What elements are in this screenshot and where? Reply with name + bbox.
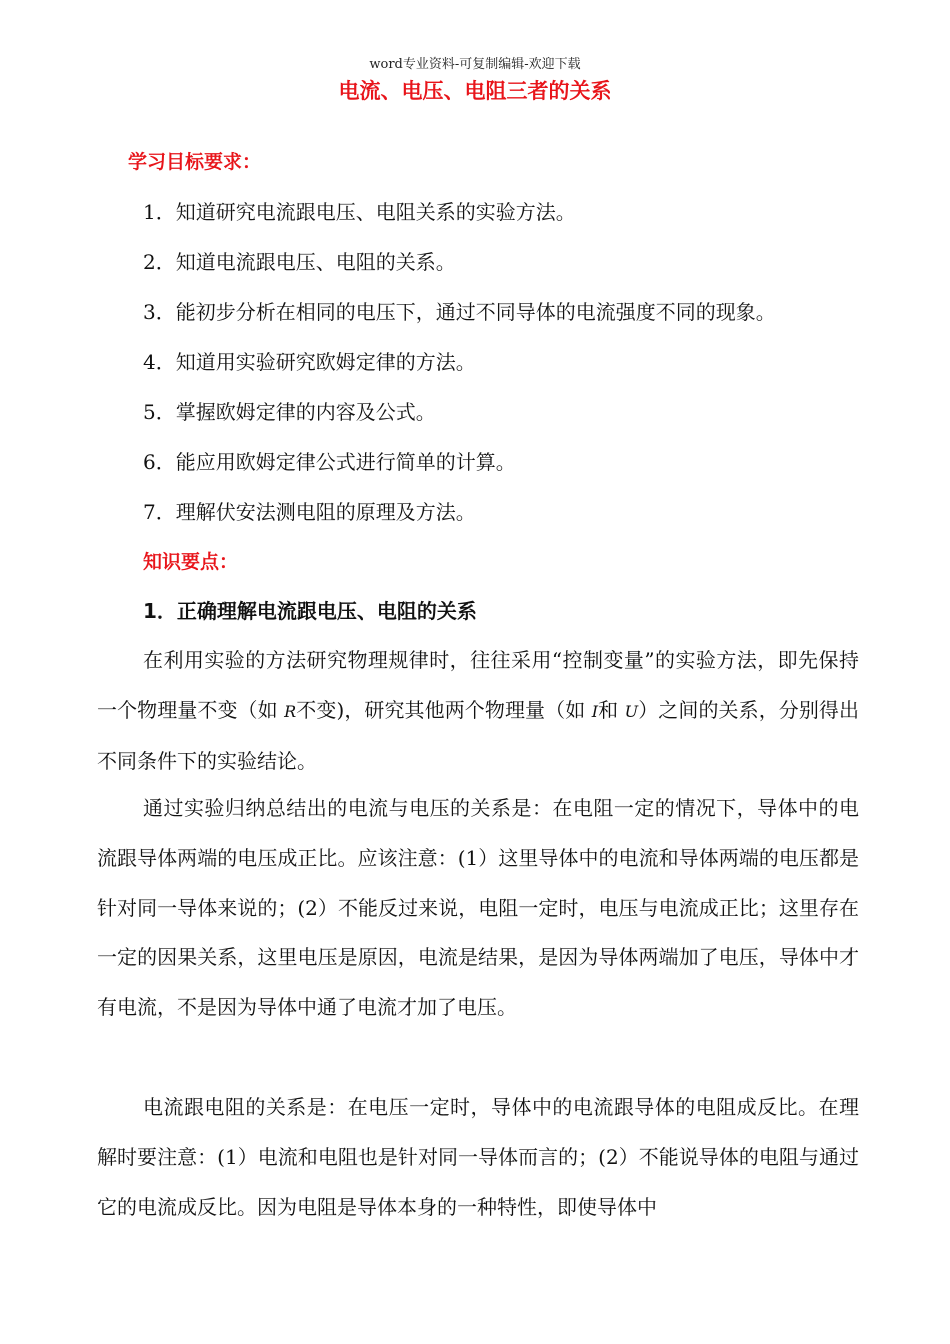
goal-item-4: 4．知道用实验研究欧姆定律的方法。 <box>143 350 476 374</box>
goal-item-2: 2．知道电流跟电压、电阻的关系。 <box>143 250 456 274</box>
variable-r: R <box>284 701 297 721</box>
paragraph-control-variable <box>97 636 859 786</box>
variable-i: I <box>591 701 599 721</box>
document-title: 电流、电压、电阻三者的关系 <box>338 79 612 103</box>
para1-text-c: 和 <box>598 697 625 722</box>
goal-item-5: 5．掌握欧姆定律的内容及公式。 <box>143 400 436 424</box>
goal-item-7: 7．理解伏安法测电阻的原理及方法。 <box>143 500 476 524</box>
variable-u: U <box>624 701 639 721</box>
para1-text-a: 在利用实验的方法研究物理规律时，往往采用“控制变量”的实验方法，即先保持一个物理量不变（如 <box>97 648 859 722</box>
paragraph-current-voltage: 通过实验归纳总结出的电流与电压的关系是：在电阻一定的情况下，导体中的电流跟导体两端的电压成正比。应该注意：(1）这里导体中的电流和导体两端的电压都是针对同一导体来说的；(2）不能反过来说，电阻一定时，电压与电流成正比；这里存在一定的因果关系，这里电压是原因，电流是结果，是因为导体两端加了电压，导体中才有电流，不是因为导体中通了电流才加了电压。 <box>97 796 859 1020</box>
goals-heading: 学习目标要求： <box>128 151 262 173</box>
knowledge-sub-heading: 1．正确理解电流跟电压、电阻的关系 <box>143 599 477 623</box>
para1-text-d: ）之间的关系，分别得出不同条件下的实验结论。 <box>97 697 860 773</box>
goal-item-1: 1．知道研究电流跟电压、电阻关系的实验方法。 <box>143 200 576 224</box>
paragraph-current-resistance: 电流跟电阻的关系是：在电压一定时，导体中的电流跟导体的电阻成反比。在理解时要注意：(1）电流和电阻也是针对同一导体而言的；(2）不能说导体的电阻与通过它的电流成反比。因为电阻是导体本身的一种特性，即使导体中 <box>97 1095 859 1219</box>
goal-item-3: 3．能初步分析在相同的电压下，通过不同导体的电流强度不同的现象。 <box>143 300 776 324</box>
header-watermark: word专业资料-可复制编辑-欢迎下载 <box>369 57 581 72</box>
para1-text-b: 不变)，研究其他两个物理量（如 <box>296 697 592 722</box>
goal-item-6: 6．能应用欧姆定律公式进行简单的计算。 <box>143 450 516 474</box>
knowledge-heading: 知识要点： <box>143 551 239 573</box>
